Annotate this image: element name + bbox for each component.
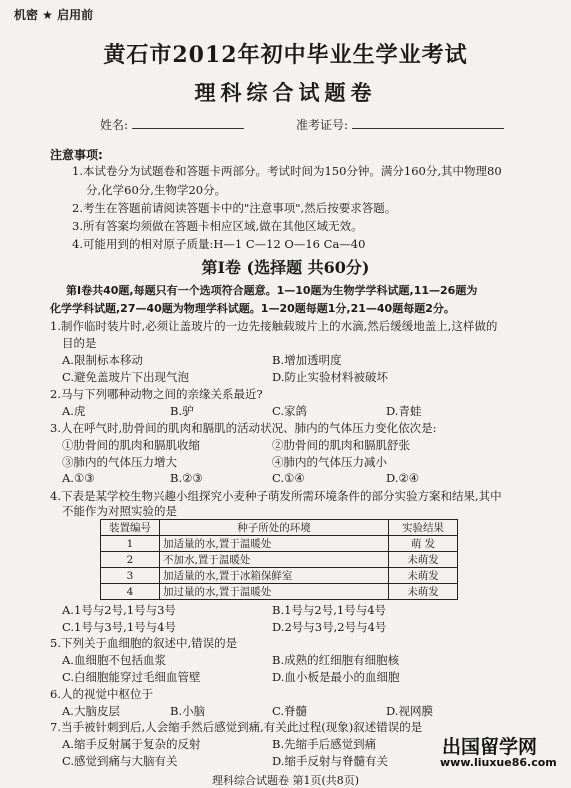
option: C.脊髓 — [272, 704, 308, 718]
question-4: 4.下表是某学校生物兴趣小组探究小麦种子萌发所需环境条件的部分实验方案和结果,其中 — [50, 489, 502, 503]
table-cell: 未萌发 — [389, 584, 458, 600]
option: A.1号与2号,1号与3号 — [62, 603, 176, 617]
exam-title: 黄石市2012年初中毕业生学业考试 — [103, 42, 468, 68]
note-line: 4.可能用到的相对原子质量:H—1 C—12 O—16 Ca—40 — [72, 237, 366, 251]
table-row — [101, 536, 458, 552]
table-cell: 加适量的水,置于温暖处 — [160, 536, 389, 552]
name-blank — [132, 117, 244, 129]
table-cell: 1 — [101, 536, 160, 552]
option: A.限制标本移动 — [62, 353, 143, 367]
table-cell: 不加水,置于温暖处 — [160, 552, 389, 568]
question-1: 1.制作临时装片时,必须让盖玻片的一边先接触载玻片上的水滴,然后缓缓地盖上,这样做的 — [50, 319, 498, 333]
id-field — [296, 116, 504, 133]
table-header: 种子所处的环境 — [160, 520, 389, 536]
option: A.大脑皮层 — [62, 704, 120, 718]
paper-title: 理科综合试题卷 — [194, 80, 377, 105]
option: B.成熟的红细胞有细胞核 — [272, 653, 400, 667]
table-row — [101, 584, 458, 600]
table-cell: 3 — [101, 568, 160, 584]
table-cell: 未萌发 — [389, 552, 458, 568]
watermark-logo: 出国留学网 — [442, 736, 538, 758]
table-cell: 未萌发 — [389, 568, 458, 584]
note-line: 2.考生在答题前请阅读答题卡中的"注意事项",然后按要求答题。 — [72, 201, 397, 215]
option: B.驴 — [170, 404, 194, 418]
table-header-row — [101, 520, 458, 536]
question-7: 7.当手被针刺到后,人会缩手然后感觉到痛,有关此过程(现象)叙述错误的是 — [50, 720, 423, 734]
statement: ③肺内的气体压力增大 — [62, 455, 177, 469]
table-row — [101, 552, 458, 568]
secret-label: 机密 ★ 启用前 — [14, 8, 94, 22]
option: D.缩手反射与脊髓有关 — [272, 754, 388, 768]
table-cell: 加过量的水,置于温暖处 — [160, 584, 389, 600]
section-title: 第Ⅰ卷 (选择题 共60分) — [201, 258, 370, 277]
note-line: 分,化学60分,生物学20分。 — [86, 183, 227, 197]
question-1-cont: 目的是 — [62, 336, 97, 350]
option: B.小脑 — [170, 704, 206, 718]
question-5: 5.下列关于血细胞的叙述中,错误的是 — [50, 636, 238, 650]
section-intro-line: 化学学科试题,27—40题为物理学科试题。1—20题每题1分,21—40题每题2分。 — [50, 302, 455, 315]
option: D.血小板是最小的血细胞 — [272, 670, 400, 684]
question-6: 6.人的视觉中枢位于 — [50, 687, 153, 701]
id-label: 准考证号: — [296, 118, 349, 132]
option: B.1号与2号,1号与4号 — [272, 603, 387, 617]
option: A.血细胞不包括血浆 — [62, 653, 166, 667]
question-4-cont: 不能作为对照实验的是 — [62, 504, 177, 518]
option: C.白细胞能穿过毛细血管壁 — [62, 670, 201, 684]
statement: ④肺内的气体压力减小 — [272, 455, 387, 469]
table-cell: 加适量的水,置于冰箱保鲜室 — [160, 568, 389, 584]
section-intro-line: 第Ⅰ卷共40题,每题只有一个选项符合题意。1—10题为生物学学科试题,11—26题为 — [66, 284, 478, 297]
option: B.增加透明度 — [272, 353, 342, 367]
table-header: 装置编号 — [101, 520, 160, 536]
note-line: 1.本试卷分为试题卷和答题卡两部分。考试时间为150分钟。满分160分,其中物理80 — [72, 164, 502, 178]
watermark-url: www.liuxue86.com — [440, 756, 557, 769]
table-header: 实验结果 — [389, 520, 458, 536]
option: A.①③ — [62, 471, 95, 485]
option: D.2号与3号,2号与4号 — [272, 620, 387, 634]
question-3: 3.人在呼气时,肋骨间的肌肉和膈肌的活动状况、肺内的气体压力变化依次是: — [50, 421, 437, 435]
name-label: 姓名: — [100, 118, 129, 132]
table-cell: 萌 发 — [389, 536, 458, 552]
option: B.②③ — [170, 471, 203, 485]
option: C.①④ — [272, 471, 305, 485]
option: D.防止实验材料被破坏 — [272, 370, 388, 384]
statement: ①肋骨间的肌肉和膈肌收缩 — [62, 438, 200, 452]
option: D.青蛙 — [386, 404, 422, 418]
option: A.缩手反射属于复杂的反射 — [62, 737, 201, 751]
table-cell: 4 — [101, 584, 160, 600]
table-row — [101, 568, 458, 584]
option: A.虎 — [62, 404, 86, 418]
experiment-table — [100, 519, 458, 600]
id-blank — [352, 117, 504, 129]
option: C.家鸽 — [272, 404, 308, 418]
option: C.1号与3号,1号与4号 — [62, 620, 176, 634]
option: C.避免盖玻片下出现气泡 — [62, 370, 190, 384]
statement: ②肋骨间的肌肉和膈肌舒张 — [272, 438, 410, 452]
page-footer: 理科综合试题卷 第1页(共8页) — [211, 774, 360, 787]
note-line: 3.所有答案均须做在答题卡相应区域,做在其他区域无效。 — [72, 219, 363, 233]
name-field — [100, 116, 244, 133]
option: B.先缩手后感觉到痛 — [272, 737, 377, 751]
option: C.感觉到痛与大脑有关 — [62, 754, 178, 768]
option: D.②④ — [386, 471, 420, 485]
question-2: 2.马与下列哪种动物之间的亲缘关系最近? — [50, 387, 263, 401]
option: D.视网膜 — [386, 704, 433, 718]
notes-heading: 注意事项: — [50, 148, 103, 162]
table-cell: 2 — [101, 552, 160, 568]
